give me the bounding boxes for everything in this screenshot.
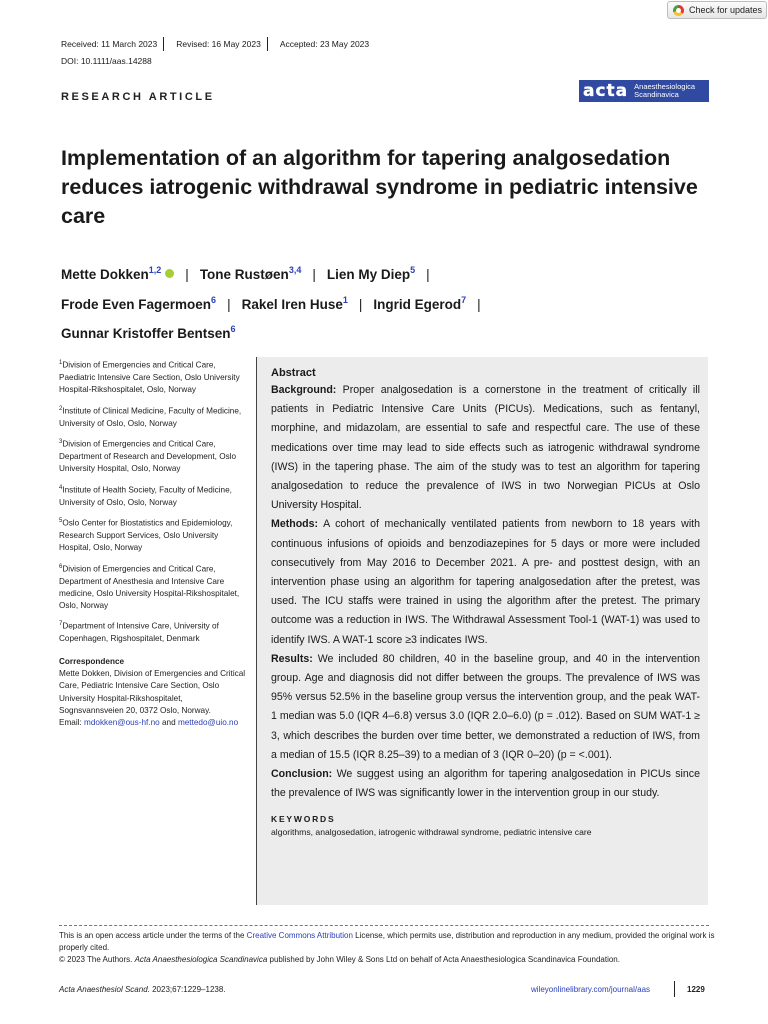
logo-subtitle	[634, 83, 695, 100]
open-access-notice	[59, 930, 719, 966]
doi: DOI: 10.1111/aas.14288	[61, 56, 152, 66]
author-affiliation-ref[interactable]: 7	[461, 294, 467, 305]
author[interactable]: Rakel Iren Huse$^1$	[241, 294, 348, 312]
journal-url-link[interactable]: wileyonlinelibrary.com/journal/aas	[531, 985, 651, 994]
logo-word: acta	[583, 81, 629, 101]
author-affiliation-ref[interactable]: 3,4	[288, 265, 302, 275]
affiliation: $^7$Department of Intensive Care, University of Copenhagen, Rigshospitalet, Denmark	[59, 621, 219, 644]
email-link[interactable]: mettedo@uio.no	[177, 718, 239, 728]
date-divider	[267, 37, 274, 51]
license-link[interactable]: Creative Commons Attribution	[246, 931, 353, 940]
journal-logo	[579, 80, 709, 102]
author[interactable]: Lien My Diep$^5$	[326, 265, 416, 282]
journal-citation: Acta Anaesthesiol Scand. 2023;67:1229–1238.	[59, 985, 226, 994]
keywords-heading: KEYWORDS	[271, 814, 336, 825]
affiliation: $^2$Institute of Clinical Medicine, Faculty of Medicine, University of Oslo, Oslo, Norway	[59, 405, 242, 428]
author-affiliation-ref[interactable]: 1,2	[148, 265, 162, 275]
author[interactable]: Frode Even Fagermoen$^6$	[61, 294, 217, 312]
keywords: algorithms, analgosedation, iatrogenic withdrawal syndrome, pediatric intensive care	[271, 827, 592, 838]
affiliation: $^6$Division of Emergencies and Critical Care, Department of Anesthesia and Intensive Care medicine, Oslo University Hospital-Rikshospitalet, Oslo, Norway	[59, 563, 240, 611]
received-date: Received: 11 March 2023	[61, 39, 158, 49]
author[interactable]: Ingrid Egerod$^7$	[373, 294, 467, 312]
affiliation: $^1$Division of Emergencies and Critical Care, Paediatric Intensive Care Section, Oslo University Hospital-Rikshospitalet, Oslo, Norway	[59, 360, 240, 395]
author[interactable]: Tone Rustøen$^{3,4}$	[199, 265, 302, 282]
abstract-background: Background: Proper analgosedation is a cornerstone in the treatment of critically ill patients in Pediatric Intensive Care Units (PICUs). Medications, such as fentanyl, morphine, and midazolam, are essential to safe and respectful care. The use of these medications over time may lead to side effects such as iatrogenic withdrawal syndrome (IWS) in the tapering phase. The aim of the study was to test an algorithm for tapering analgosedation to reduce the prevalence of IWS in two Norwegian PICUs at Oslo University Hospital.	[271, 384, 700, 512]
date-divider	[163, 37, 170, 51]
copyright-text: © 2023 The Authors. Acta Anaesthesiologica Scandinavica published by John Wiley & Sons Ltd on behalf of Acta Anaesthesiologica Scandinavica Foundation.	[59, 955, 620, 964]
license-text: This is an open access article under the terms of the Creative Commons Attribution License, which permits use, distribution and reproduction in any medium, provided the original work is properly cited.	[59, 931, 715, 952]
author-affiliation-ref[interactable]: 6	[230, 324, 236, 334]
author-affiliation-ref[interactable]: 1	[342, 294, 348, 305]
page-number: 1229	[687, 985, 705, 994]
abstract-methods: Methods: A cohort of mechanically ventilated patients from newborn to 18 years with continuous infusions of opioids and benzodiazepines for 5 days or more were included consecutively from May 2016 to December 2021. A pre- and posttest design, with an intervention phase using an algorithm for tapering analgosedation after the pretest, was used. The ICU staffs were trained in using the algorithm after the pretest. The primary outcome was a reduction in IWS. The Withdrawal Assessment Tool-1 (WAT-1) was used to identify IWS. A WAT-1 score ≥3 indicates IWS.	[271, 518, 701, 646]
email-link[interactable]: mdokken@ous-hf.no	[84, 718, 160, 728]
correspondence-heading: Correspondence	[59, 656, 125, 666]
crossmark-icon	[673, 5, 684, 16]
footer-divider	[59, 925, 709, 926]
correspondence-address: Mette Dokken, Division of Emergencies and Critical Care, Pediatric Intensive Care Section, Oslo University Hospital-Rikshospitalet, Sognsvannsveien 20, 0372 Oslo, Norway. Email: mdokken@ous-hf.no and mettedo@uio.no	[59, 669, 246, 728]
affiliations	[59, 357, 249, 736]
article-dates	[61, 39, 375, 51]
author[interactable]: Gunnar Kristoffer Bentsen$^6$	[61, 324, 236, 341]
article-title: Implementation of an algorithm for tapering analgosedation reduces iatrogenic withdrawal syndrome in pediatric intensive care	[61, 146, 698, 228]
author[interactable]: Mette Dokken$^{1,2}$	[61, 265, 162, 282]
article-type: RESEARCH ARTICLE	[61, 91, 215, 103]
affiliation: $^5$Oslo Center for Biostatistics and Epidemiology, Research Support Services, Oslo University Hospital, Oslo, Norway	[59, 517, 233, 553]
accepted-date: Accepted: 23 May 2023	[279, 39, 370, 49]
orcid-icon[interactable]	[165, 269, 174, 278]
affiliation: $^3$Division of Emergencies and Critical Care, Department of Research and Development, Oslo University Hospital, Oslo, Norway	[59, 438, 237, 474]
author-affiliation-ref[interactable]: 6	[211, 294, 217, 305]
abstract-conclusion: Conclusion: We suggest using an algorithm for tapering analgosedation in PICUs since the prevalence of IWS was significantly lower in the intervention group in our study.	[271, 768, 700, 800]
abstract-heading: Abstract	[271, 367, 316, 379]
author-list: Mette Dokken$^{1,2}$ | Tone Rustøen$^{3,4}$ | Lien My Diep$^5$ | Frode Even Fagermoen$^6$ | Rakel Iren Huse$^1$ | Ingrid Egerod$^7$ | Gunnar Kristoffer Bentsen$^6$	[61, 265, 481, 341]
affiliation: $^4$Institute of Health Society, Faculty of Medicine, University of Oslo, Oslo, Norway	[59, 484, 232, 507]
footer-divider-bar	[674, 981, 675, 997]
check-for-updates-button[interactable]	[667, 1, 767, 19]
check-for-updates-label: Check for updates	[689, 5, 763, 15]
author-affiliation-ref[interactable]: 5	[410, 265, 416, 275]
logo-line-1: Anaesthesiologica	[634, 81, 696, 91]
abstract-box	[256, 357, 708, 905]
revised-date: Revised: 16 May 2023	[176, 39, 261, 49]
abstract-results: Results: We included 80 children, 40 in the baseline group, and 40 in the intervention group. Age and diagnosis did not differ between the groups. The prevalence of IWS was 95% versus 52.5% in the baseline group versus the intervention group, and the peak WAT-1 median was 5.0 (IQR 4–6.8) versus 3.0 (IQR 2.0–6.0) (p = .012). Based on SUM WAT-1 ≥ 3, which describes the burden over time better, we demonstrated a reduction of IWS, from a median of 15.5 (IQR 8.25–39) to a median of 3 (IQR 0–20) (p = <.001).	[271, 652, 700, 761]
logo-line-2: Scandinavica	[634, 90, 679, 99]
